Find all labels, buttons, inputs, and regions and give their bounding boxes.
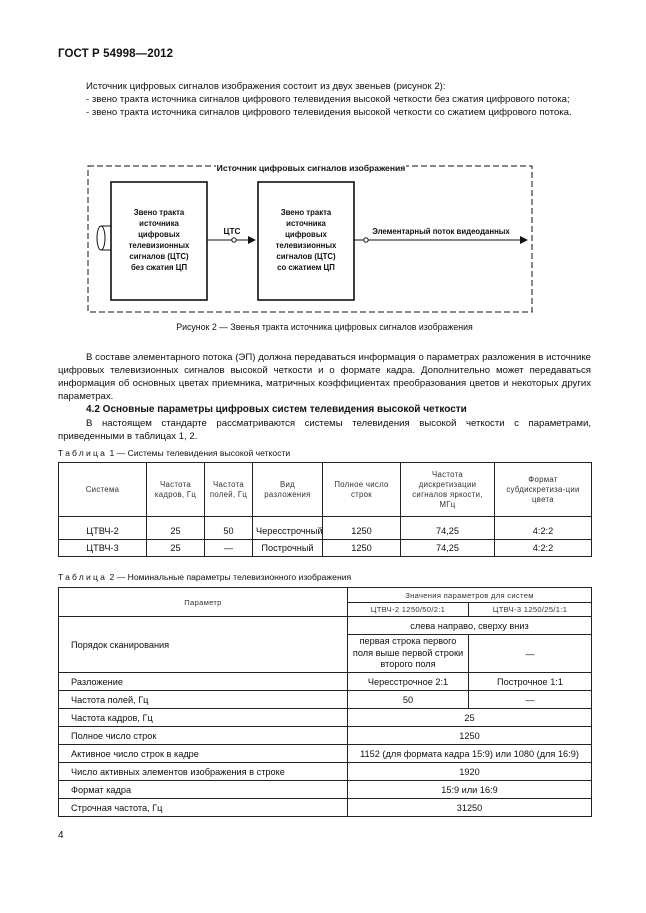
table1-header: Частота полей, Гц	[205, 463, 253, 517]
block2-line: со сжатием ЦП	[277, 263, 335, 272]
table2-param-fields: Частота полей, Гц	[59, 691, 348, 709]
table2-scan-sys1: первая строка первого поля выше первой строки второго поля	[348, 635, 469, 673]
table-row	[59, 763, 592, 781]
input-cable-icon	[97, 226, 105, 250]
document-header: ГОСТ Р 54998—2012	[58, 48, 174, 60]
table2-param-lines: Полное число строк	[59, 727, 348, 745]
table1-cell: 74,25	[401, 523, 495, 540]
table2-frames-value: 25	[348, 709, 592, 727]
table-row	[59, 727, 592, 745]
table1-caption	[58, 448, 290, 458]
figure-2-diagram	[86, 160, 534, 316]
table2-fields-sys2: —	[469, 691, 592, 709]
output-node	[364, 238, 368, 242]
ep-paragraph: В составе элементарного потока (ЭП) должна передаваться информация о параметрах разложения в источнике цифровых телевизионных сигналов высокой четкости и о формате кадра. Дополнительно может передаваться информация об основных цветах приемника, матричных коэффициентах преобразования цветов и некоторых других параметрах.	[58, 352, 591, 402]
table2-param-razl: Разложение	[59, 673, 348, 691]
table2-active-elems-value: 1920	[348, 763, 592, 781]
table2-param-line-freq: Строчная частота, Гц	[59, 799, 348, 817]
table-row	[59, 745, 592, 763]
page-number: 4	[58, 830, 64, 841]
table1-cell: 50	[205, 523, 253, 540]
block1-line: сигналов (ЦТС)	[129, 252, 189, 261]
table2-caption-rest: 2 — Номинальные параметры телевизионного изображения	[107, 572, 352, 582]
table-row	[59, 691, 592, 709]
table2-header-param: Параметр	[59, 588, 348, 617]
output-label: Элементарный поток видеоданных	[372, 227, 510, 236]
intro-item-1: - звено тракта источника сигналов цифрового телевидения высокой четкости без сжатия цифрового потока;	[86, 94, 570, 105]
block2-line: Звено тракта	[280, 208, 332, 217]
table2-header-sys2: ЦТВЧ-3 1250/25/1:1	[469, 603, 592, 617]
table2-param-scan: Порядок сканирования	[59, 617, 348, 673]
table2-header-row	[59, 588, 592, 603]
table2-param-active-elems: Число активных элементов изображения в строке	[59, 763, 348, 781]
table2-caption	[58, 572, 351, 582]
table-row	[59, 523, 592, 540]
table2-format-value: 15:9 или 16:9	[348, 781, 592, 799]
table1-cell: 25	[147, 540, 205, 557]
table-row	[59, 673, 592, 691]
diagram-outer-title: Источник цифровых сигналов изображения	[216, 163, 406, 173]
section-text-block	[58, 417, 591, 443]
table-2	[58, 587, 592, 817]
intro-lead: Источник цифровых сигналов изображения состоит из двух звеньев (рисунок 2):	[86, 81, 446, 92]
table2-active-lines-value: 1152 (для формата кадра 15:9) или 1080 (для 16:9)	[348, 745, 592, 763]
ep-paragraph-block	[58, 351, 591, 403]
table1-cell: 1250	[323, 540, 401, 557]
link-node	[232, 238, 236, 242]
table1-header: Система	[59, 463, 147, 517]
table2-razl-sys1: Чересстрочное 2:1	[348, 673, 469, 691]
table-row	[59, 709, 592, 727]
table1-caption-word: Таблица	[58, 448, 108, 458]
block2-line: телевизионных	[275, 241, 337, 250]
table1-cell: ЦТВЧ-2	[59, 523, 147, 540]
table1-cell: 4:2:2	[495, 540, 592, 557]
table2-scan-common: слева направо, сверху вниз	[348, 617, 592, 635]
table2-scan-sys2: —	[469, 635, 592, 673]
table2-lines-value: 1250	[348, 727, 592, 745]
table1-cell: 25	[147, 523, 205, 540]
table1-header: Частота дискретизации сигналов яркости, МГц	[401, 463, 495, 517]
link-label: ЦТС	[223, 227, 241, 236]
table1-cell: 1250	[323, 523, 401, 540]
table1-cell: Чересстрочный	[253, 523, 323, 540]
intro-section	[58, 80, 591, 119]
block2-line: сигналов (ЦТС)	[276, 252, 336, 261]
block2-line: цифровых	[285, 230, 327, 239]
intro-item-2: - звено тракта источника сигналов цифрового телевидения высокой четкости со сжатием цифрового потока.	[86, 107, 572, 118]
section-text: В настоящем стандарте рассматриваются системы телевидения высокой четкости с параметрами, приведенными в таблицах 1, 2.	[58, 418, 591, 442]
block2-line: источника	[286, 219, 326, 228]
table1-cell: —	[205, 540, 253, 557]
block1-line: источника	[139, 219, 179, 228]
table2-fields-sys1: 50	[348, 691, 469, 709]
block1-line: телевизионных	[128, 241, 190, 250]
block1-line: Звено тракта	[133, 208, 185, 217]
table1-cell: ЦТВЧ-3	[59, 540, 147, 557]
table1-header: Формат субдискретиза-ции цвета	[495, 463, 592, 517]
table1-cell: 4:2:2	[495, 523, 592, 540]
table1-header: Полное число строк	[323, 463, 401, 517]
table-row	[59, 781, 592, 799]
table2-caption-word: Таблица	[58, 572, 108, 582]
table1-cell: Построчный	[253, 540, 323, 557]
table1-caption-rest: 1 — Системы телевидения высокой четкости	[107, 448, 291, 458]
section-title: 4.2 Основные параметры цифровых систем телевидения высокой четкости	[86, 404, 467, 415]
table2-param-active-lines: Активное число строк в кадре	[59, 745, 348, 763]
table2-param-frames: Частота кадров, Гц	[59, 709, 348, 727]
block1-line: без сжатия ЦП	[130, 263, 188, 272]
table2-razl-sys2: Построчное 1:1	[469, 673, 592, 691]
table-row	[59, 617, 592, 635]
table1-cell: 74,25	[401, 540, 495, 557]
figure-caption: Рисунок 2 — Звенья тракта источника цифровых сигналов изображения	[176, 322, 473, 332]
table2-param-format: Формат кадра	[59, 781, 348, 799]
table-1	[58, 462, 592, 557]
table-row	[59, 799, 592, 817]
table1-header: Вид разложения	[253, 463, 323, 517]
table1-header-row	[59, 463, 592, 517]
table1-header: Частота кадров, Гц	[147, 463, 205, 517]
table2-line-freq-value: 31250	[348, 799, 592, 817]
table2-header-sys1: ЦТВЧ-2 1250/50/2:1	[348, 603, 469, 617]
table2-header-values: Значения параметров для систем	[348, 588, 592, 603]
block1-line: цифровых	[138, 230, 180, 239]
table-row	[59, 540, 592, 557]
